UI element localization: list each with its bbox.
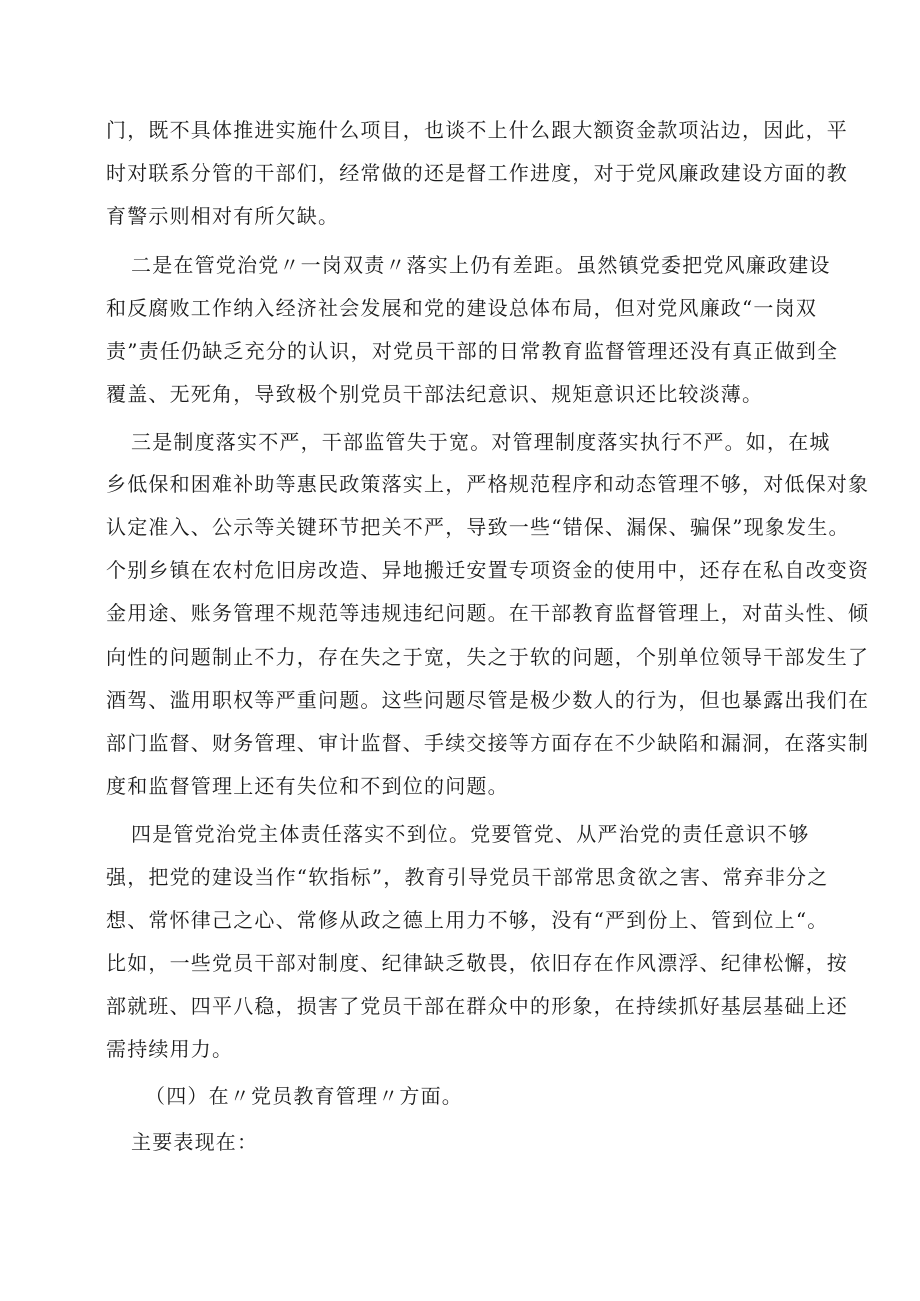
text-line: 酒驾、滥用职权等严重问题。这些问题尽管是极少数人的行为，但也暴露出我们在	[106, 688, 870, 712]
text-line: 比如，一些党员干部对制度、纪律缺乏敬畏，依旧存在作风漂浮、纪律松懈，按	[106, 951, 848, 975]
text-line: 责”责任仍缺乏充分的认识，对党员干部的日常教育监督管理还没有真正做到全	[106, 339, 839, 363]
text-line: 度和监督管理上还有失位和不到位的问题。	[106, 774, 509, 798]
text-line: 部就班、四平八稳，损害了党员干部在群众中的形象，在持续抓好基层基础上还	[106, 994, 848, 1018]
text-line: 强，把党的建设当作“软指标”，教育引导党员干部常思贪欲之害、常弃非分之	[106, 865, 829, 889]
text-line: 和反腐败工作纳入经济社会发展和党的建设总体布局，但对党风廉政“一岗双	[106, 296, 818, 320]
text-line: 认定准入、公示等关键环节把关不严，导致一些“错保、漏保、骗保”现象发生。	[106, 515, 850, 539]
text-line: 向性的问题制止不力，存在失之于宽，失之于软的问题，个别单位领导干部发生了	[106, 645, 870, 669]
text-line: 金用途、账务管理不规范等违规违纪问题。在干部教育监督管理上，对苗头性、倾	[106, 601, 870, 625]
text-line: 个别乡镇在农村危旧房改造、异地搬迁安置专项资金的使用中，还存在私自改变资	[106, 558, 870, 582]
text-line: 部门监督、财务管理、审计监督、手续交接等方面存在不少缺陷和漏洞，在落实制	[106, 731, 870, 755]
text-line: 主要表现在：	[131, 1130, 259, 1154]
text-line: 需持续用力。	[106, 1037, 234, 1061]
text-line: 二是在管党治党〃一岗双责〃落实上仍有差距。虽然镇党委把党风廉政建设	[131, 253, 831, 277]
text-line: 门，既不具体推进实施什么项目，也谈不上什么跟大额资金款项沾边，因此，平	[106, 118, 848, 142]
text-line: 想、常怀律己之心、常修从政之德上用力不够，没有“严到份上、管到位上“。	[106, 908, 829, 932]
text-line: 覆盖、无死角，导致极个别党员干部法纪意识、规矩意识还比较淡薄。	[106, 382, 764, 406]
text-line: 时对联系分管的干部们，经常做的还是督工作进度，对于党风廉政建设方面的教	[106, 161, 848, 185]
text-line: 乡低保和困难补助等惠民政策落实上，严格规范程序和动态管理不够，对低保对象	[106, 472, 870, 496]
section-heading: （四）在〃党员教育管理〃方面。	[145, 1084, 463, 1108]
text-line: 三是制度落实不严，干部监管失于宽。对管理制度落实执行不严。如，在城	[131, 430, 831, 454]
text-line: 育警示则相对有所欠缺。	[106, 204, 340, 228]
text-line: 四是管党治党主体责任落实不到位。党要管党、从严治党的责任意识不够	[131, 822, 810, 846]
